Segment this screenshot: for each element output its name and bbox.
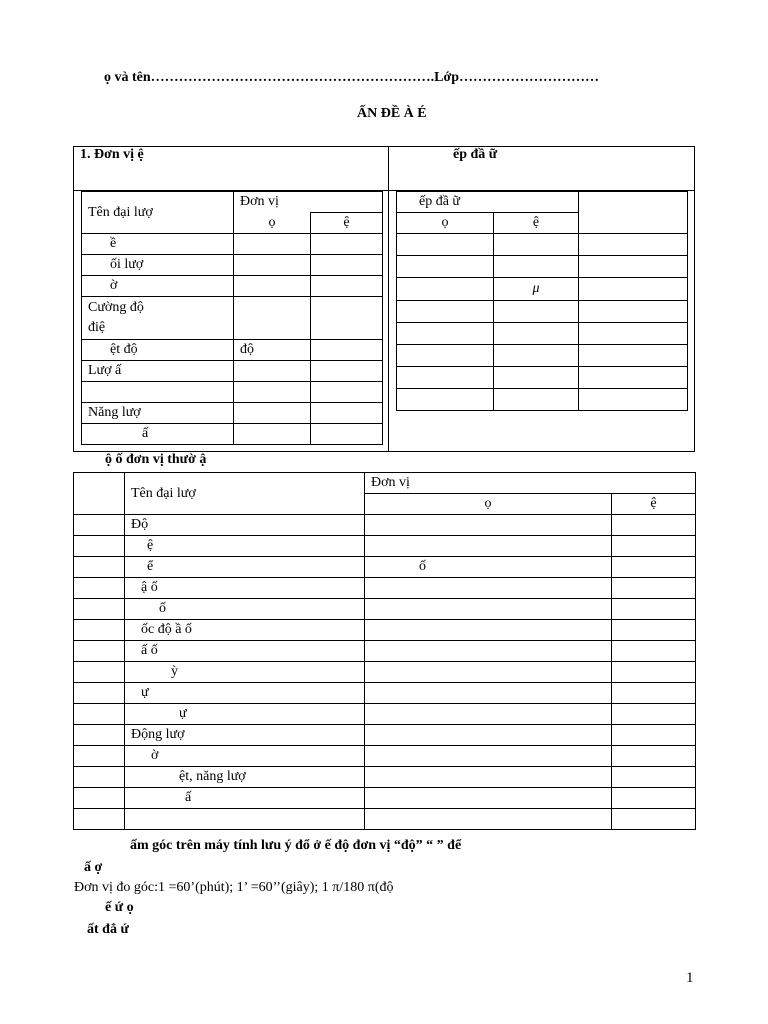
row-index <box>74 557 125 578</box>
quantity-name <box>125 809 365 830</box>
unit-symbol <box>365 536 612 557</box>
page-title: ẤN ĐỀ À É <box>357 106 427 121</box>
prefix-col-b: ệ <box>494 213 579 234</box>
prefix-name <box>397 234 494 256</box>
unit-system <box>612 536 696 557</box>
unit-system <box>612 746 696 767</box>
row-index <box>74 641 125 662</box>
prefix-name <box>397 256 494 278</box>
prefix-name <box>397 389 494 411</box>
table-row <box>397 323 688 345</box>
prefix-factor <box>579 389 688 411</box>
prefix-factor <box>579 278 688 301</box>
col-unit: Đơn vị <box>234 192 383 213</box>
unit-symbol <box>365 704 612 725</box>
prefix-symbol <box>494 367 579 389</box>
unit-system <box>612 620 696 641</box>
quantity-name: ự <box>125 683 365 704</box>
table-row <box>82 403 383 424</box>
unit-symbol <box>365 578 612 599</box>
prefix-symbol <box>494 301 579 323</box>
table-row <box>82 234 383 255</box>
unit-symbol <box>234 234 311 255</box>
quantity-name: ậ ố <box>125 578 365 599</box>
unit-symbol <box>365 725 612 746</box>
table-row <box>74 767 696 788</box>
quantity-name: Năng lượ <box>82 403 234 424</box>
unit-symbol <box>234 382 311 403</box>
table-row <box>82 361 383 382</box>
unit-system <box>311 297 383 340</box>
unit-system <box>612 599 696 620</box>
quantity-name: ỳ <box>125 662 365 683</box>
row-index <box>74 515 125 536</box>
table-row <box>74 599 696 620</box>
prefix-symbol <box>494 256 579 278</box>
unit-system <box>311 403 383 424</box>
unit-system <box>612 788 696 809</box>
quantity-name: Động lượ <box>125 725 365 746</box>
row-index <box>74 704 125 725</box>
table-row <box>82 297 383 340</box>
unit-system <box>612 557 696 578</box>
unit-symbol <box>365 683 612 704</box>
unit-system <box>311 382 383 403</box>
row-index <box>74 620 125 641</box>
table-row <box>74 809 696 830</box>
quantity-name-line1: Cường độ <box>88 300 144 315</box>
table-row <box>74 620 696 641</box>
row-index <box>74 683 125 704</box>
col-quantity-name: Tên đại lượ <box>82 192 234 234</box>
index-col-head <box>74 473 125 515</box>
prefix-factor <box>579 234 688 256</box>
common-units-table <box>73 472 696 830</box>
row-index <box>74 578 125 599</box>
unit-symbol <box>365 746 612 767</box>
unit-symbol <box>234 255 311 276</box>
row-index <box>74 725 125 746</box>
table-row <box>74 578 696 599</box>
row-index <box>74 788 125 809</box>
table-row <box>74 704 696 725</box>
unit-symbol <box>365 767 612 788</box>
table-row <box>397 367 688 389</box>
unit-symbol: độ <box>234 340 311 361</box>
unit-symbol <box>365 620 612 641</box>
table-row <box>397 345 688 367</box>
quantity-name: ể <box>125 557 365 578</box>
prefix-table <box>396 191 688 411</box>
prefix-name <box>397 323 494 345</box>
table-row <box>74 536 696 557</box>
col-quantity-name-2: Tên đại lượ <box>125 473 365 515</box>
col-unit-symbol-2: ọ <box>365 494 612 515</box>
unit-system <box>311 234 383 255</box>
table-row <box>82 255 383 276</box>
unit-system <box>311 340 383 361</box>
prefix-name <box>397 345 494 367</box>
quantity-name: ối lượ <box>82 255 234 276</box>
quantity-name: ố <box>125 599 365 620</box>
note-line-1: ấm góc trên máy tính lưu ý đổ ở ế độ đơn vị “độ” “ ” để <box>130 838 462 853</box>
quantity-name: ờ <box>125 746 365 767</box>
unit-system <box>311 255 383 276</box>
unit-symbol <box>365 788 612 809</box>
prefix-symbol: μ <box>494 278 579 301</box>
table-row <box>397 278 688 301</box>
unit-symbol <box>234 361 311 382</box>
table-row <box>397 301 688 323</box>
col-unit-system-2: ệ <box>612 494 696 515</box>
unit-system <box>612 578 696 599</box>
page-number: 1 <box>686 970 694 986</box>
row-index <box>74 746 125 767</box>
name-class-line: ọ và tên…………………………………………………….Lớp………………………… <box>104 70 600 85</box>
table-row <box>397 234 688 256</box>
note-line-2: ấ ợ <box>84 860 103 875</box>
unit-system <box>612 725 696 746</box>
quantity-name: ệ <box>125 536 365 557</box>
unit-system <box>311 276 383 297</box>
quantity-name: ấ <box>125 788 365 809</box>
row-index <box>74 662 125 683</box>
table-row <box>397 389 688 411</box>
table-row <box>74 683 696 704</box>
prefix-symbol <box>494 234 579 256</box>
quantity-name <box>82 382 234 403</box>
quantity-name <box>82 297 234 340</box>
col-unit-2: Đơn vị <box>365 473 696 494</box>
quantity-name: ự <box>125 704 365 725</box>
row-index <box>74 809 125 830</box>
unit-system <box>311 361 383 382</box>
unit-symbol <box>234 276 311 297</box>
quantity-name: ốc độ ầ ố <box>125 620 365 641</box>
quantity-name: ề <box>82 234 234 255</box>
table-row <box>74 641 696 662</box>
section1-right-header <box>388 146 695 191</box>
prefix-col-a: ọ <box>397 213 494 234</box>
note-line-3: Đơn vị đo góc:1 =60’(phút); 1’ =60’’(giây); 1 π/180 π(độ <box>74 880 394 895</box>
unit-system <box>612 809 696 830</box>
unit-symbol: ố <box>365 557 612 578</box>
row-index <box>74 767 125 788</box>
unit-system <box>612 704 696 725</box>
unit-symbol <box>234 424 311 445</box>
table-row <box>74 557 696 578</box>
prefix-symbol <box>494 389 579 411</box>
prefix-symbol <box>494 345 579 367</box>
unit-system <box>612 662 696 683</box>
table-row <box>82 340 383 361</box>
table-row <box>74 725 696 746</box>
quantity-name: ấ <box>82 424 234 445</box>
note-line-4: ế ứ ọ <box>105 900 134 915</box>
col-unit-symbol: ọ <box>234 213 311 234</box>
prefix-name <box>397 301 494 323</box>
unit-symbol <box>234 403 311 424</box>
section1-title: 1. Đơn vị ệ <box>80 147 144 162</box>
prefix-symbol <box>494 323 579 345</box>
quantity-name: ệt, năng lượ <box>125 767 365 788</box>
col-unit-system: ệ <box>311 213 383 234</box>
unit-system <box>612 767 696 788</box>
quantity-name: Lượ ấ <box>82 361 234 382</box>
unit-system <box>612 683 696 704</box>
quantity-name: ệt độ <box>82 340 234 361</box>
row-index <box>74 599 125 620</box>
prefix-factor <box>579 301 688 323</box>
row-index <box>74 536 125 557</box>
prefix-factor <box>579 256 688 278</box>
unit-symbol <box>234 297 311 340</box>
table-row <box>82 382 383 403</box>
note-line-5: ất đẳ ứ <box>87 922 129 937</box>
unit-symbol <box>365 515 612 536</box>
unit-symbol <box>365 809 612 830</box>
prefix-title: ếp đầ ữ <box>453 147 498 162</box>
quantity-name: Độ <box>125 515 365 536</box>
section2-title: ộ ố đơn vị thườ ậ <box>105 452 207 467</box>
units-table <box>81 191 383 445</box>
prefix-head: ếp đầ ữ <box>397 192 579 213</box>
quantity-name: ấ ố <box>125 641 365 662</box>
prefix-name <box>397 278 494 301</box>
quantity-name-line2: điệ <box>88 320 106 335</box>
table-row <box>74 746 696 767</box>
table-row <box>74 515 696 536</box>
unit-symbol <box>365 641 612 662</box>
table-row <box>82 276 383 297</box>
table-row <box>74 788 696 809</box>
table-row <box>74 662 696 683</box>
table-row <box>82 424 383 445</box>
prefix-factor <box>579 345 688 367</box>
unit-symbol <box>365 662 612 683</box>
unit-symbol <box>365 599 612 620</box>
quantity-name: ờ <box>82 276 234 297</box>
unit-system <box>311 424 383 445</box>
prefix-blank <box>579 192 688 234</box>
unit-system <box>612 641 696 662</box>
table-row <box>397 256 688 278</box>
prefix-factor <box>579 367 688 389</box>
prefix-name <box>397 367 494 389</box>
unit-system <box>612 515 696 536</box>
prefix-factor <box>579 323 688 345</box>
